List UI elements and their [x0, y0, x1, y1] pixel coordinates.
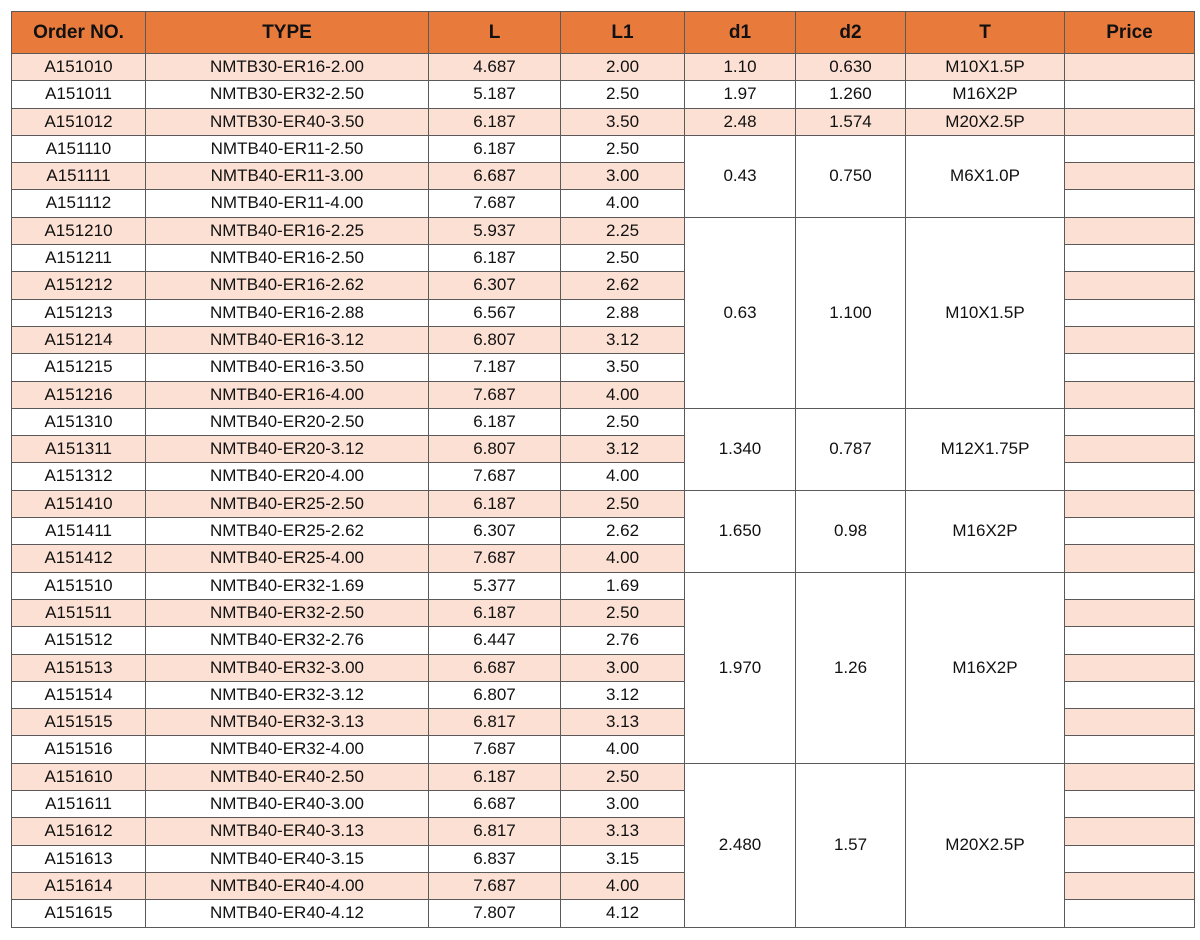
price-list	[11, 11, 1195, 928]
type-cell: NMTB40-ER16-4.00	[146, 381, 429, 408]
order-no-cell: A151312	[12, 463, 146, 490]
table-row	[12, 490, 1195, 517]
order-no-cell: A151310	[12, 408, 146, 435]
l1-cell: 2.50	[561, 599, 685, 626]
l1-cell: 4.00	[561, 381, 685, 408]
l-cell: 7.687	[429, 381, 561, 408]
d2-cell: 1.574	[796, 108, 906, 135]
type-cell: NMTB40-ER16-2.25	[146, 217, 429, 244]
thread-cell: M10X1.5P	[906, 217, 1065, 408]
l1-cell: 3.12	[561, 436, 685, 463]
header-row	[12, 12, 1195, 54]
order-no-cell: A151112	[12, 190, 146, 217]
type-cell: NMTB40-ER32-4.00	[146, 736, 429, 763]
type-cell: NMTB40-ER16-3.50	[146, 354, 429, 381]
type-cell: NMTB30-ER32-2.50	[146, 81, 429, 108]
l-cell: 6.687	[429, 163, 561, 190]
l1-cell: 3.50	[561, 354, 685, 381]
d1-cell: 0.63	[685, 217, 796, 408]
l1-cell: 2.76	[561, 627, 685, 654]
d2-cell: 0.630	[796, 54, 906, 81]
price-cell	[1065, 463, 1195, 490]
d1-cell: 1.10	[685, 54, 796, 81]
price-cell	[1065, 627, 1195, 654]
thread-cell: M12X1.75P	[906, 408, 1065, 490]
table-row	[12, 572, 1195, 599]
l-cell: 4.687	[429, 54, 561, 81]
order-no-cell: A151613	[12, 845, 146, 872]
l1-cell: 3.13	[561, 709, 685, 736]
l-cell: 6.187	[429, 245, 561, 272]
type-cell: NMTB40-ER25-2.50	[146, 490, 429, 517]
table-row	[12, 54, 1195, 81]
header-t: T	[906, 12, 1065, 54]
price-cell	[1065, 299, 1195, 326]
price-cell	[1065, 272, 1195, 299]
type-cell: NMTB40-ER20-3.12	[146, 436, 429, 463]
table-row	[12, 217, 1195, 244]
l-cell: 6.447	[429, 627, 561, 654]
price-cell	[1065, 845, 1195, 872]
l-cell: 7.187	[429, 354, 561, 381]
type-cell: NMTB40-ER40-3.13	[146, 818, 429, 845]
l-cell: 7.687	[429, 872, 561, 899]
type-cell: NMTB40-ER32-3.12	[146, 681, 429, 708]
l1-cell: 2.25	[561, 217, 685, 244]
type-cell: NMTB40-ER32-3.13	[146, 709, 429, 736]
l1-cell: 4.00	[561, 545, 685, 572]
l1-cell: 3.00	[561, 791, 685, 818]
order-no-cell: A151214	[12, 326, 146, 353]
price-cell	[1065, 654, 1195, 681]
type-cell: NMTB40-ER16-2.62	[146, 272, 429, 299]
price-cell	[1065, 54, 1195, 81]
order-no-cell: A151012	[12, 108, 146, 135]
product-table	[11, 11, 1195, 928]
type-cell: NMTB40-ER40-4.12	[146, 900, 429, 927]
l1-cell: 2.50	[561, 135, 685, 162]
d1-cell: 1.340	[685, 408, 796, 490]
l1-cell: 3.00	[561, 163, 685, 190]
thread-cell: M16X2P	[906, 490, 1065, 572]
l1-cell: 3.15	[561, 845, 685, 872]
order-no-cell: A151213	[12, 299, 146, 326]
thread-cell: M16X2P	[906, 572, 1065, 763]
d1-cell: 1.970	[685, 572, 796, 763]
order-no-cell: A151010	[12, 54, 146, 81]
order-no-cell: A151215	[12, 354, 146, 381]
order-no-cell: A151212	[12, 272, 146, 299]
order-no-cell: A151210	[12, 217, 146, 244]
d1-cell: 2.48	[685, 108, 796, 135]
price-cell	[1065, 763, 1195, 790]
d2-cell: 1.57	[796, 763, 906, 927]
d1-cell: 2.480	[685, 763, 796, 927]
type-cell: NMTB40-ER16-3.12	[146, 326, 429, 353]
d2-cell: 1.26	[796, 572, 906, 763]
thread-cell: M6X1.0P	[906, 135, 1065, 217]
price-cell	[1065, 326, 1195, 353]
l1-cell: 2.62	[561, 272, 685, 299]
price-cell	[1065, 108, 1195, 135]
table-row	[12, 108, 1195, 135]
order-no-cell: A151216	[12, 381, 146, 408]
order-no-cell: A151211	[12, 245, 146, 272]
order-no-cell: A151411	[12, 518, 146, 545]
l-cell: 6.567	[429, 299, 561, 326]
l1-cell: 4.00	[561, 736, 685, 763]
l-cell: 6.817	[429, 818, 561, 845]
l1-cell: 2.88	[561, 299, 685, 326]
l-cell: 6.187	[429, 135, 561, 162]
table-row	[12, 763, 1195, 790]
order-no-cell: A151612	[12, 818, 146, 845]
type-cell: NMTB40-ER11-3.00	[146, 163, 429, 190]
order-no-cell: A151511	[12, 599, 146, 626]
thread-cell: M10X1.5P	[906, 54, 1065, 81]
l-cell: 6.687	[429, 654, 561, 681]
d2-cell: 0.787	[796, 408, 906, 490]
l-cell: 6.687	[429, 791, 561, 818]
d1-cell: 1.650	[685, 490, 796, 572]
type-cell: NMTB40-ER25-2.62	[146, 518, 429, 545]
price-cell	[1065, 245, 1195, 272]
order-no-cell: A151512	[12, 627, 146, 654]
type-cell: NMTB40-ER40-4.00	[146, 872, 429, 899]
l-cell: 6.187	[429, 763, 561, 790]
type-cell: NMTB40-ER16-2.50	[146, 245, 429, 272]
l-cell: 6.807	[429, 326, 561, 353]
price-cell	[1065, 599, 1195, 626]
order-no-cell: A151514	[12, 681, 146, 708]
l-cell: 6.307	[429, 272, 561, 299]
l-cell: 5.377	[429, 572, 561, 599]
l1-cell: 2.50	[561, 81, 685, 108]
l-cell: 7.687	[429, 190, 561, 217]
l1-cell: 2.62	[561, 518, 685, 545]
l1-cell: 3.13	[561, 818, 685, 845]
order-no-cell: A151515	[12, 709, 146, 736]
l-cell: 6.187	[429, 408, 561, 435]
price-cell	[1065, 408, 1195, 435]
l-cell: 7.687	[429, 545, 561, 572]
price-cell	[1065, 217, 1195, 244]
price-cell	[1065, 872, 1195, 899]
order-no-cell: A151111	[12, 163, 146, 190]
l-cell: 6.187	[429, 108, 561, 135]
type-cell: NMTB40-ER32-3.00	[146, 654, 429, 681]
order-no-cell: A151615	[12, 900, 146, 927]
price-cell	[1065, 818, 1195, 845]
l-cell: 5.187	[429, 81, 561, 108]
thread-cell: M20X2.5P	[906, 763, 1065, 927]
l1-cell: 4.12	[561, 900, 685, 927]
table-row	[12, 408, 1195, 435]
table-row	[12, 81, 1195, 108]
l-cell: 6.307	[429, 518, 561, 545]
order-no-cell: A151516	[12, 736, 146, 763]
header-order-no: Order NO.	[12, 12, 146, 54]
price-cell	[1065, 572, 1195, 599]
l-cell: 6.837	[429, 845, 561, 872]
l1-cell: 4.00	[561, 190, 685, 217]
order-no-cell: A151614	[12, 872, 146, 899]
d2-cell: 1.260	[796, 81, 906, 108]
d2-cell: 1.100	[796, 217, 906, 408]
price-cell	[1065, 436, 1195, 463]
d2-cell: 0.750	[796, 135, 906, 217]
l-cell: 6.807	[429, 436, 561, 463]
l1-cell: 2.50	[561, 408, 685, 435]
type-cell: NMTB40-ER16-2.88	[146, 299, 429, 326]
table-body	[12, 54, 1195, 928]
l1-cell: 3.12	[561, 326, 685, 353]
type-cell: NMTB40-ER32-1.69	[146, 572, 429, 599]
price-cell	[1065, 709, 1195, 736]
price-cell	[1065, 354, 1195, 381]
price-cell	[1065, 163, 1195, 190]
l1-cell: 3.00	[561, 654, 685, 681]
l-cell: 6.187	[429, 599, 561, 626]
header-l: L	[429, 12, 561, 54]
l1-cell: 4.00	[561, 463, 685, 490]
type-cell: NMTB40-ER40-2.50	[146, 763, 429, 790]
header-l1: L1	[561, 12, 685, 54]
l-cell: 6.807	[429, 681, 561, 708]
price-cell	[1065, 791, 1195, 818]
l-cell: 7.687	[429, 463, 561, 490]
header-d2: d2	[796, 12, 906, 54]
d1-cell: 0.43	[685, 135, 796, 217]
price-cell	[1065, 545, 1195, 572]
l-cell: 7.807	[429, 900, 561, 927]
type-cell: NMTB40-ER32-2.50	[146, 599, 429, 626]
price-cell	[1065, 736, 1195, 763]
price-cell	[1065, 490, 1195, 517]
d2-cell: 0.98	[796, 490, 906, 572]
type-cell: NMTB40-ER40-3.00	[146, 791, 429, 818]
type-cell: NMTB40-ER40-3.15	[146, 845, 429, 872]
l1-cell: 2.50	[561, 245, 685, 272]
price-cell	[1065, 518, 1195, 545]
l1-cell: 2.50	[561, 763, 685, 790]
header-price: Price	[1065, 12, 1195, 54]
l-cell: 6.817	[429, 709, 561, 736]
price-cell	[1065, 381, 1195, 408]
type-cell: NMTB30-ER40-3.50	[146, 108, 429, 135]
l1-cell: 2.50	[561, 490, 685, 517]
order-no-cell: A151011	[12, 81, 146, 108]
type-cell: NMTB40-ER32-2.76	[146, 627, 429, 654]
price-cell	[1065, 681, 1195, 708]
order-no-cell: A151510	[12, 572, 146, 599]
l1-cell: 2.00	[561, 54, 685, 81]
order-no-cell: A151611	[12, 791, 146, 818]
l1-cell: 1.69	[561, 572, 685, 599]
l1-cell: 3.12	[561, 681, 685, 708]
header-type: TYPE	[146, 12, 429, 54]
l-cell: 6.187	[429, 490, 561, 517]
type-cell: NMTB40-ER25-4.00	[146, 545, 429, 572]
type-cell: NMTB40-ER11-2.50	[146, 135, 429, 162]
price-cell	[1065, 190, 1195, 217]
price-cell	[1065, 81, 1195, 108]
l-cell: 5.937	[429, 217, 561, 244]
thread-cell: M20X2.5P	[906, 108, 1065, 135]
order-no-cell: A151110	[12, 135, 146, 162]
order-no-cell: A151412	[12, 545, 146, 572]
order-no-cell: A151311	[12, 436, 146, 463]
price-cell	[1065, 135, 1195, 162]
l1-cell: 4.00	[561, 872, 685, 899]
l-cell: 7.687	[429, 736, 561, 763]
type-cell: NMTB30-ER16-2.00	[146, 54, 429, 81]
order-no-cell: A151610	[12, 763, 146, 790]
header-d1: d1	[685, 12, 796, 54]
d1-cell: 1.97	[685, 81, 796, 108]
order-no-cell: A151410	[12, 490, 146, 517]
price-cell	[1065, 900, 1195, 927]
thread-cell: M16X2P	[906, 81, 1065, 108]
table-row	[12, 135, 1195, 162]
order-no-cell: A151513	[12, 654, 146, 681]
type-cell: NMTB40-ER20-2.50	[146, 408, 429, 435]
type-cell: NMTB40-ER11-4.00	[146, 190, 429, 217]
type-cell: NMTB40-ER20-4.00	[146, 463, 429, 490]
l1-cell: 3.50	[561, 108, 685, 135]
